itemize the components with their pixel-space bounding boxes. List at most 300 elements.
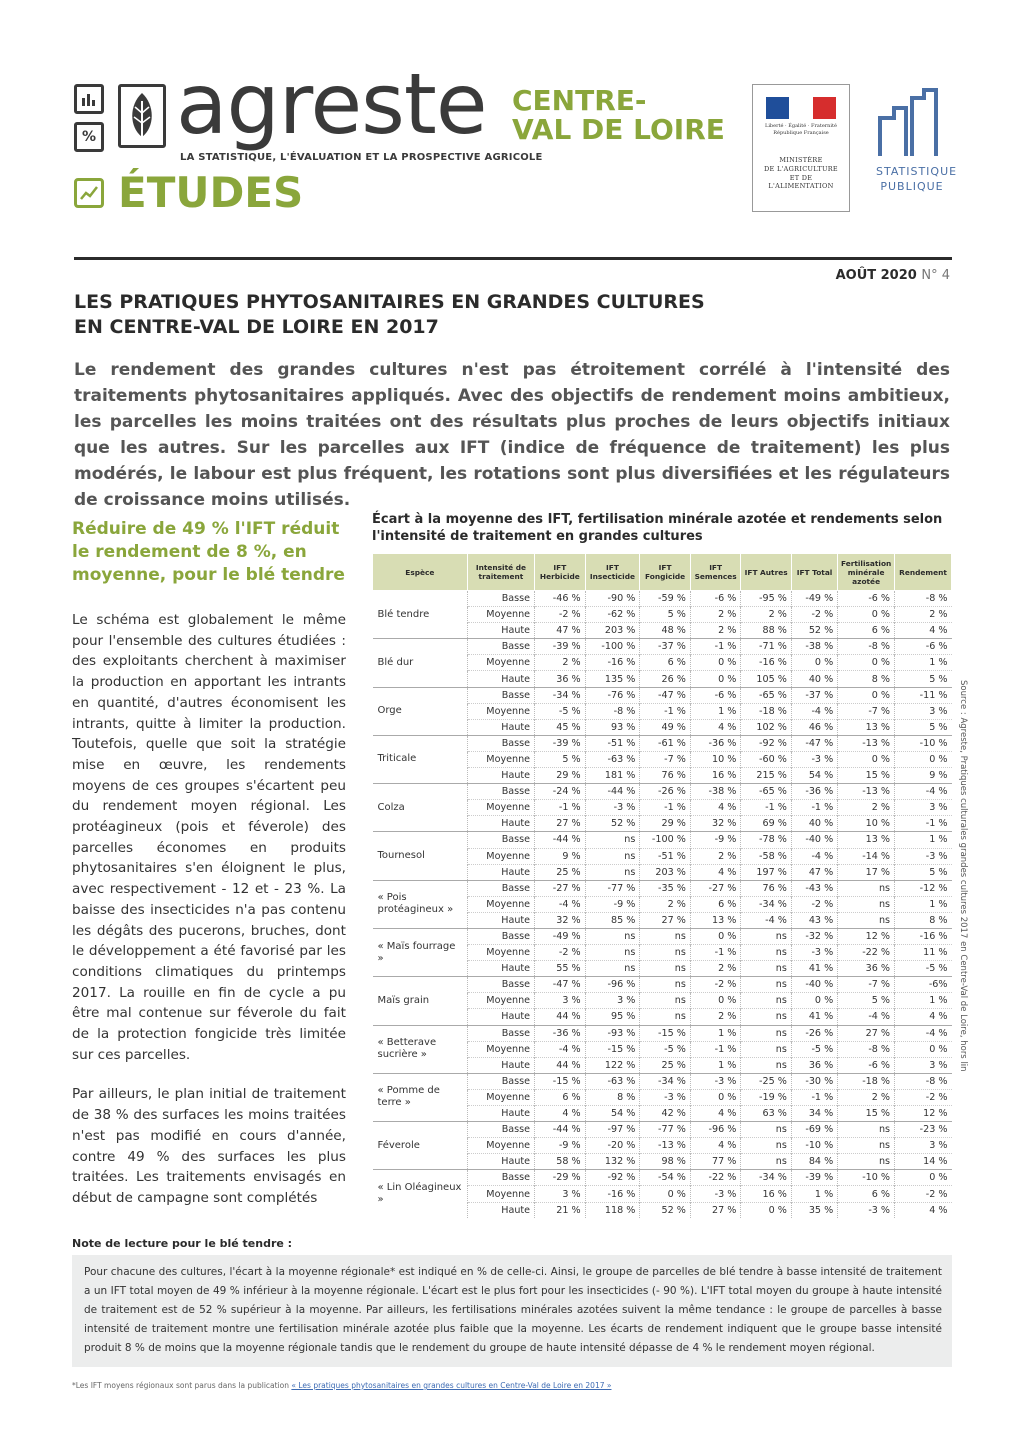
intensity-cell: Moyenne — [467, 1041, 534, 1057]
value-cell: -5 % — [640, 1041, 691, 1057]
value-cell: -78 % — [741, 832, 792, 848]
value-cell: 102 % — [741, 719, 792, 735]
value-cell: -5 % — [791, 1041, 837, 1057]
intensity-cell: Moyenne — [467, 1089, 534, 1105]
intensity-cell: Basse — [467, 687, 534, 703]
value-cell: 0 % — [690, 671, 741, 687]
title-line-2: EN CENTRE-VAL DE LOIRE EN 2017 — [74, 316, 439, 339]
ift-table-container — [372, 553, 952, 1218]
value-cell: 1 % — [690, 1057, 741, 1073]
value-cell: -3 % — [791, 751, 837, 767]
value-cell: -40 % — [791, 977, 837, 993]
header-cell: Intensité de traitement — [467, 554, 534, 591]
value-cell: 25 % — [535, 864, 586, 880]
value-cell: -1 % — [791, 800, 837, 816]
value-cell: ns — [741, 1057, 792, 1073]
value-cell: 1 % — [690, 1025, 741, 1041]
value-cell: -44 % — [585, 784, 640, 800]
value-cell: -54 % — [640, 1170, 691, 1186]
series-label: ÉTUDES — [118, 168, 304, 217]
value-cell: 35 % — [791, 1202, 837, 1218]
value-cell: -97 % — [585, 1122, 640, 1138]
species-cell: Maïs grain — [373, 977, 468, 1025]
header-divider — [74, 257, 952, 260]
value-cell: -35 % — [640, 880, 691, 896]
intensity-cell: Basse — [467, 880, 534, 896]
value-cell: 1 % — [791, 1186, 837, 1202]
value-cell: -4 % — [895, 784, 952, 800]
value-cell: 84 % — [791, 1154, 837, 1170]
table-row — [373, 687, 952, 703]
value-cell: -1 % — [535, 800, 586, 816]
value-cell: 76 % — [741, 880, 792, 896]
value-cell: -22 % — [690, 1170, 741, 1186]
value-cell: 3 % — [895, 1057, 952, 1073]
value-cell: -5 % — [535, 703, 586, 719]
value-cell: 6 % — [690, 896, 741, 912]
ministry-name-line: ET DE — [789, 173, 813, 182]
ift-table — [372, 553, 952, 1218]
value-cell: 10 % — [838, 816, 895, 832]
value-cell: ns — [741, 1138, 792, 1154]
value-cell: -38 % — [791, 639, 837, 655]
value-cell: 203 % — [585, 623, 640, 639]
stat-logo-line-2: PUBLIQUE — [880, 180, 944, 194]
value-cell: 36 % — [535, 671, 586, 687]
value-cell: 13 % — [690, 912, 741, 928]
value-cell: ns — [741, 977, 792, 993]
value-cell: -2 % — [895, 1186, 952, 1202]
value-cell: -36 % — [535, 1025, 586, 1041]
publication-date — [836, 268, 950, 283]
intensity-cell: Haute — [467, 912, 534, 928]
value-cell: ns — [640, 993, 691, 1009]
value-cell: 42 % — [640, 1106, 691, 1122]
intensity-cell: Basse — [467, 639, 534, 655]
value-cell: -4 % — [791, 703, 837, 719]
value-cell: 69 % — [741, 816, 792, 832]
value-cell: 85 % — [585, 912, 640, 928]
value-cell: ns — [838, 880, 895, 896]
value-cell: 0 % — [690, 993, 741, 1009]
value-cell: 12 % — [838, 928, 895, 944]
value-cell: 27 % — [535, 816, 586, 832]
value-cell: -93 % — [585, 1025, 640, 1041]
brand-tagline: LA STATISTIQUE, L'ÉVALUATION ET LA PROSPECTIVE AGRICOLE — [180, 152, 543, 163]
value-cell: -8 % — [838, 639, 895, 655]
value-cell: 9 % — [895, 768, 952, 784]
value-cell: -7 % — [640, 751, 691, 767]
value-cell: 27 % — [640, 912, 691, 928]
value-cell: -2 % — [791, 896, 837, 912]
value-cell: 4 % — [690, 864, 741, 880]
value-cell: -18 % — [741, 703, 792, 719]
article-title — [74, 290, 705, 340]
header-cell: IFT Fongicide — [640, 554, 691, 591]
species-cell: Tournesol — [373, 832, 468, 880]
table-row — [373, 784, 952, 800]
intensity-cell: Basse — [467, 735, 534, 751]
value-cell: -12 % — [895, 880, 952, 896]
intensity-cell: Basse — [467, 1170, 534, 1186]
table-source — [958, 680, 972, 1100]
date-text: AOÛT 2020 — [835, 268, 917, 283]
footnote — [72, 1381, 611, 1390]
value-cell: 27 % — [838, 1025, 895, 1041]
value-cell: 181 % — [585, 768, 640, 784]
region-label — [512, 86, 725, 145]
value-cell: 5 % — [895, 671, 952, 687]
intensity-cell: Basse — [467, 1073, 534, 1089]
value-cell: -2 % — [535, 945, 586, 961]
value-cell: -1 % — [895, 816, 952, 832]
value-cell: -39 % — [791, 1170, 837, 1186]
species-cell: Blé tendre — [373, 591, 468, 639]
intensity-cell: Basse — [467, 591, 534, 607]
value-cell: 2 % — [535, 655, 586, 671]
value-cell: 8 % — [838, 671, 895, 687]
value-cell: -3 % — [640, 1089, 691, 1105]
value-cell: 6 % — [838, 623, 895, 639]
ministry-motto: Liberté · Égalité · Fraternité — [765, 123, 837, 129]
value-cell: 58 % — [535, 1154, 586, 1170]
footnote-text: *Les IFT moyens régionaux sont parus dans la publication — [72, 1381, 289, 1390]
intensity-cell: Haute — [467, 719, 534, 735]
value-cell: -20 % — [585, 1138, 640, 1154]
value-cell: -34 % — [741, 896, 792, 912]
value-cell: -10 % — [895, 735, 952, 751]
value-cell: 0 % — [895, 1041, 952, 1057]
value-cell: -24 % — [535, 784, 586, 800]
value-cell: -38 % — [690, 784, 741, 800]
lead-paragraph: Le rendement des grandes cultures n'est pas étroitement corrélé à l'intensité des traitements phytosanitaires appliqués. Avec des objectifs de rendement moins ambitieux, les parcelles les moins traitées ont des résultats plus proches de leurs objectifs initiaux que les autres. Sur les parcelles aux IFT (indice de fréquence de traitement) les plus modérés, le labour est plus fréquent, les rotations sont plus diversifiées et les régulateurs de croissance moins utilisés. — [74, 360, 950, 510]
value-cell: -26 % — [640, 784, 691, 800]
value-cell: -63 % — [585, 1073, 640, 1089]
reading-note-heading: Note de lecture pour le blé tendre : — [72, 1237, 293, 1250]
table-row — [373, 1073, 952, 1089]
value-cell: -3 % — [690, 1073, 741, 1089]
value-cell: -1 % — [791, 1089, 837, 1105]
intensity-cell: Haute — [467, 623, 534, 639]
value-cell: 76 % — [640, 768, 691, 784]
footnote-link[interactable]: « Les pratiques phytosanitaires en grandes cultures en Centre-Val de Loire en 2017 » — [291, 1381, 612, 1390]
value-cell: 25 % — [640, 1057, 691, 1073]
value-cell: -8 % — [585, 703, 640, 719]
value-cell: -26 % — [791, 1025, 837, 1041]
value-cell: -4 % — [535, 1041, 586, 1057]
value-cell: 2 % — [895, 607, 952, 623]
intensity-cell: Moyenne — [467, 1138, 534, 1154]
title-line-1: LES PRATIQUES PHYTOSANITAIRES EN GRANDES CULTURES — [74, 291, 705, 313]
value-cell: 27 % — [690, 1202, 741, 1218]
value-cell: ns — [838, 896, 895, 912]
species-cell: Colza — [373, 784, 468, 832]
species-cell: « Betterave sucrière » — [373, 1025, 468, 1073]
statistique-publique-logo — [876, 86, 958, 210]
value-cell: -9 % — [535, 1138, 586, 1154]
value-cell: 63 % — [741, 1106, 792, 1122]
value-cell: 5 % — [895, 719, 952, 735]
value-cell: -8 % — [895, 591, 952, 607]
value-cell: 16 % — [690, 768, 741, 784]
value-cell: 2 % — [690, 961, 741, 977]
value-cell: 44 % — [535, 1009, 586, 1025]
value-cell: -9 % — [690, 832, 741, 848]
value-cell: -6 % — [838, 591, 895, 607]
value-cell: 12 % — [895, 1106, 952, 1122]
value-cell: 41 % — [791, 961, 837, 977]
value-cell: 40 % — [791, 816, 837, 832]
table-row — [373, 735, 952, 751]
ministry-name-line: DE L'AGRICULTURE — [764, 164, 838, 173]
species-cell: Féverole — [373, 1122, 468, 1170]
value-cell: 215 % — [741, 768, 792, 784]
brand-name: agreste — [176, 55, 487, 153]
value-cell: 0 % — [791, 655, 837, 671]
value-cell: -43 % — [791, 880, 837, 896]
value-cell: 4 % — [895, 623, 952, 639]
value-cell: -47 % — [791, 735, 837, 751]
value-cell: 13 % — [838, 719, 895, 735]
paragraph-2: Par ailleurs, le plan initial de traitement de 38 % des surfaces les moins traitées n'est pas modifié en cours d'année, contre 49 % des surfaces les plus traitées. Les traitements envisagés en début de campagne sont complétés — [72, 1086, 346, 1206]
intensity-cell: Haute — [467, 1106, 534, 1122]
value-cell: 52 % — [791, 623, 837, 639]
value-cell: -76 % — [585, 687, 640, 703]
value-cell: -25 % — [741, 1073, 792, 1089]
value-cell: -4 % — [535, 896, 586, 912]
value-cell: -6% — [895, 977, 952, 993]
value-cell: -3 % — [791, 945, 837, 961]
value-cell: 5 % — [640, 607, 691, 623]
value-cell: 3 % — [895, 800, 952, 816]
value-cell: -44 % — [535, 832, 586, 848]
value-cell: ns — [838, 1122, 895, 1138]
intensity-cell: Haute — [467, 816, 534, 832]
value-cell: -3 % — [838, 1202, 895, 1218]
value-cell: -6 % — [895, 639, 952, 655]
value-cell: 0 % — [838, 751, 895, 767]
value-cell: 0 % — [838, 655, 895, 671]
value-cell: -60 % — [741, 751, 792, 767]
value-cell: -10 % — [838, 1170, 895, 1186]
trend-chart-icon — [74, 178, 104, 208]
value-cell: 54 % — [585, 1106, 640, 1122]
value-cell: 1 % — [895, 993, 952, 1009]
value-cell: -36 % — [690, 735, 741, 751]
value-cell: -27 % — [535, 880, 586, 896]
value-cell: 47 % — [535, 623, 586, 639]
value-cell: 8 % — [895, 912, 952, 928]
ministry-name-line: MINISTÈRE — [779, 156, 823, 164]
value-cell: -37 % — [791, 687, 837, 703]
intensity-cell: Haute — [467, 961, 534, 977]
value-cell: ns — [838, 1154, 895, 1170]
value-cell: ns — [640, 961, 691, 977]
value-cell: 93 % — [585, 719, 640, 735]
value-cell: -16 % — [741, 655, 792, 671]
value-cell: 98 % — [640, 1154, 691, 1170]
value-cell: 118 % — [585, 1202, 640, 1218]
value-cell: -1 % — [741, 800, 792, 816]
value-cell: 0 % — [838, 607, 895, 623]
value-cell: -4 % — [838, 1009, 895, 1025]
value-cell: 15 % — [838, 768, 895, 784]
table-row — [373, 639, 952, 655]
value-cell: -77 % — [585, 880, 640, 896]
value-cell: -44 % — [535, 1122, 586, 1138]
value-cell: -51 % — [640, 848, 691, 864]
value-cell: 2 % — [690, 607, 741, 623]
ministry-logo — [752, 84, 850, 212]
value-cell: -92 % — [741, 735, 792, 751]
value-cell: 203 % — [640, 864, 691, 880]
region-line-2: VAL DE LOIRE — [512, 113, 725, 147]
value-cell: 1 % — [895, 655, 952, 671]
species-cell: « Maïs fourrage » — [373, 928, 468, 976]
value-cell: -4 % — [895, 1025, 952, 1041]
value-cell: 54 % — [791, 768, 837, 784]
value-cell: -36 % — [791, 784, 837, 800]
intensity-cell: Haute — [467, 1154, 534, 1170]
value-cell: -16 % — [585, 655, 640, 671]
value-cell: ns — [585, 928, 640, 944]
value-cell: 41 % — [791, 1009, 837, 1025]
value-cell: 2 % — [838, 1089, 895, 1105]
value-cell: 105 % — [741, 671, 792, 687]
value-cell: -11 % — [895, 687, 952, 703]
reading-note-box: Pour chacune des cultures, l'écart à la moyenne régionale* est indiqué en % de celle-ci. Ainsi, le groupe de parcelles de blé tendre à basse intensité de traitement a un IFT total moyen de 49 % inférieur à la moyenne régionale. L'écart est le plus fort pour les insecticides (- 90 %). L'IFT total moyen du groupe à haute intensité de traitement est de 52 % supérieur à la moyenne. Par ailleurs, les fertilisations minérales azotées suivent la même tendance : le groupe de parcelles à basse intensité de traitement montre une fertilisation minérale azotée plus faible que la moyenne. Les écarts de rendement indiquent que le groupe basse intensité produit 8 % de moins que la moyenne régionale tandis que le rendement du groupe de haute intensité dépasse de 4 % le rendement moyen régional. — [72, 1255, 952, 1367]
value-cell: -22 % — [838, 945, 895, 961]
value-cell: 16 % — [741, 1186, 792, 1202]
value-cell: 17 % — [838, 864, 895, 880]
value-cell: 0 % — [690, 1089, 741, 1105]
intensity-cell: Moyenne — [467, 703, 534, 719]
value-cell: -90 % — [585, 591, 640, 607]
value-cell: ns — [838, 1138, 895, 1154]
value-cell: -71 % — [741, 639, 792, 655]
header-cell: IFT Insecticide — [585, 554, 640, 591]
intensity-cell: Haute — [467, 1057, 534, 1073]
intensity-cell: Moyenne — [467, 848, 534, 864]
value-cell: 15 % — [838, 1106, 895, 1122]
value-cell: -15 % — [535, 1073, 586, 1089]
value-cell: 8 % — [585, 1089, 640, 1105]
value-cell: 36 % — [838, 961, 895, 977]
intensity-cell: Moyenne — [467, 800, 534, 816]
value-cell: -1 % — [640, 703, 691, 719]
value-cell: ns — [585, 832, 640, 848]
value-cell: -15 % — [640, 1025, 691, 1041]
table-row — [373, 832, 952, 848]
value-cell: 0 % — [895, 1170, 952, 1186]
french-flag-icon — [766, 97, 836, 119]
value-cell: -13 % — [838, 735, 895, 751]
intensity-cell: Moyenne — [467, 607, 534, 623]
intensity-cell: Haute — [467, 768, 534, 784]
intensity-cell: Moyenne — [467, 751, 534, 767]
value-cell: -5 % — [895, 961, 952, 977]
value-cell: 45 % — [535, 719, 586, 735]
value-cell: -9 % — [585, 896, 640, 912]
value-cell: -58 % — [741, 848, 792, 864]
value-cell: 11 % — [895, 945, 952, 961]
value-cell: 43 % — [791, 912, 837, 928]
table-title: Écart à la moyenne des IFT, fertilisation minérale azotée et rendements selon l'intensité de traitement en grandes cultures — [372, 512, 943, 544]
value-cell: 2 % — [640, 896, 691, 912]
value-cell: -34 % — [741, 1170, 792, 1186]
bar-chart-icon — [74, 84, 104, 114]
value-cell: ns — [741, 928, 792, 944]
value-cell: -96 % — [585, 977, 640, 993]
intensity-cell: Moyenne — [467, 896, 534, 912]
value-cell: 2 % — [838, 800, 895, 816]
value-cell: 5 % — [838, 993, 895, 1009]
value-cell: ns — [741, 961, 792, 977]
table-row — [373, 1170, 952, 1186]
value-cell: -39 % — [535, 735, 586, 751]
value-cell: -13 % — [838, 784, 895, 800]
value-cell: 4 % — [690, 719, 741, 735]
value-cell: 0 % — [895, 751, 952, 767]
value-cell: -3 % — [895, 848, 952, 864]
value-cell: -34 % — [535, 687, 586, 703]
value-cell: ns — [585, 945, 640, 961]
value-cell: -3 % — [585, 800, 640, 816]
value-cell: ns — [640, 977, 691, 993]
intensity-cell: Moyenne — [467, 1186, 534, 1202]
header-cell: Espèce — [373, 554, 468, 591]
value-cell: ns — [741, 993, 792, 1009]
intensity-cell: Moyenne — [467, 993, 534, 1009]
value-cell: -47 % — [640, 687, 691, 703]
species-cell: « Pomme de terre » — [373, 1073, 468, 1121]
value-cell: 32 % — [535, 912, 586, 928]
intensity-cell: Moyenne — [467, 655, 534, 671]
value-cell: -37 % — [640, 639, 691, 655]
value-cell: -16 % — [585, 1186, 640, 1202]
species-cell: « Lin Oléagineux » — [373, 1170, 468, 1218]
value-cell: 0 % — [640, 1186, 691, 1202]
value-cell: -61 % — [640, 735, 691, 751]
header-cell: IFT Total — [791, 554, 837, 591]
value-cell: 26 % — [640, 671, 691, 687]
value-cell: 88 % — [741, 623, 792, 639]
value-cell: 0 % — [690, 655, 741, 671]
value-cell: -2 % — [535, 607, 586, 623]
value-cell: 46 % — [791, 719, 837, 735]
value-cell: 122 % — [585, 1057, 640, 1073]
value-cell: -34 % — [640, 1073, 691, 1089]
header-cell: Fertilisation minérale azotée — [838, 554, 895, 591]
value-cell: -6 % — [690, 687, 741, 703]
intensity-cell: Basse — [467, 784, 534, 800]
table-row — [373, 1122, 952, 1138]
value-cell: 4 % — [690, 800, 741, 816]
buildings-icon — [876, 86, 948, 158]
value-cell: -51 % — [585, 735, 640, 751]
value-cell: -49 % — [791, 591, 837, 607]
value-cell: 48 % — [640, 623, 691, 639]
value-cell: -6 % — [838, 1057, 895, 1073]
table-header-row — [373, 554, 952, 591]
table-row — [373, 591, 952, 607]
value-cell: -46 % — [535, 591, 586, 607]
value-cell: -3 % — [690, 1186, 741, 1202]
value-cell: 52 % — [640, 1202, 691, 1218]
value-cell: 0 % — [690, 928, 741, 944]
value-cell: -39 % — [535, 639, 586, 655]
value-cell: -63 % — [585, 751, 640, 767]
